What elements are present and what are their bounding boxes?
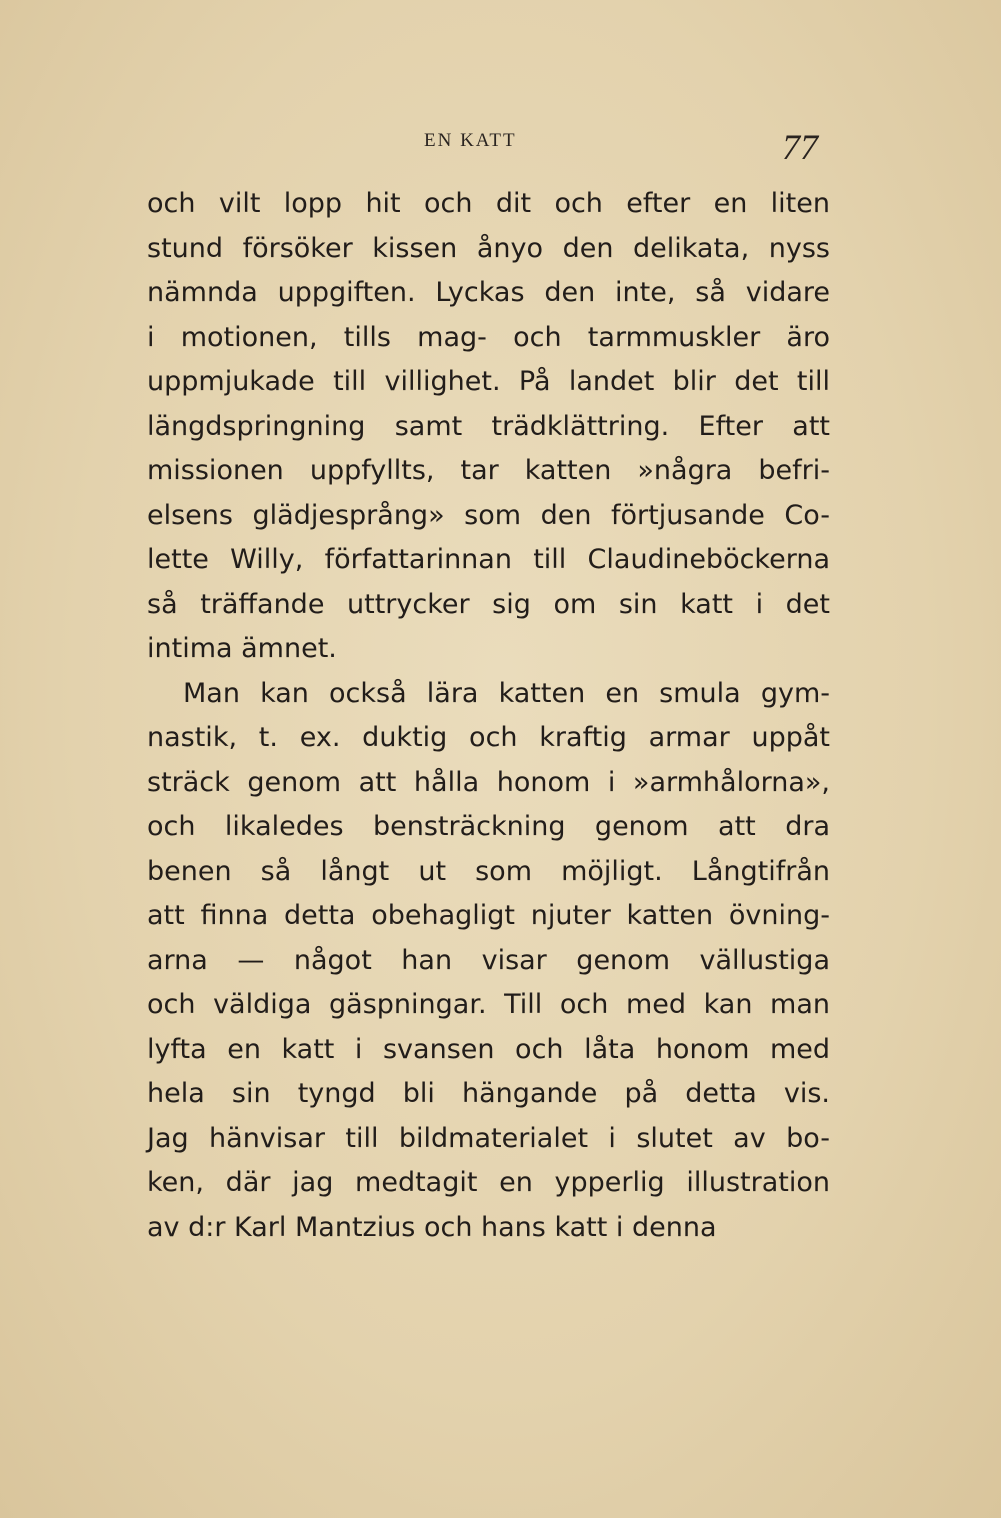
text-line: och vilt lopp hit och dit och efter en liten (147, 188, 830, 219)
page-number: 77 (782, 127, 818, 167)
text-line: elsens glädjesprång» som den förtjusande Co- (147, 499, 830, 531)
text-line: att finna detta obehagligt njuter katten övning- (147, 900, 830, 931)
text-line: av d:r Karl Mantzius och hans katt i denna (147, 1211, 717, 1243)
paragraph-start-line: Man kan också lära katten en smula gym- (183, 677, 830, 709)
running-title: EN KATT (424, 130, 517, 151)
text-line: nastik, t. ex. duktig och kraftig armar uppåt (147, 722, 830, 753)
text-line: längdspringning samt trädklättring. Efter att (147, 410, 830, 442)
text-line: benen så långt ut som möjligt. Långtifrån (147, 855, 830, 887)
text-line: och likaledes bensträckning genom att dra (147, 811, 830, 842)
text-line: Jag hänvisar till bildmaterialet i slutet av bo- (147, 1122, 830, 1154)
text-line: uppmjukade till villighet. På landet blir det till (147, 366, 830, 397)
paragraph-end-line: intima ämnet. (147, 633, 337, 664)
text-line: lette Willy, författarinnan till Claudineböckerna (147, 544, 830, 575)
text-line: arna — något han visar genom vällustiga (147, 944, 830, 976)
text-line: så träffande uttrycker sig om sin katt i det (147, 588, 830, 620)
body-text (147, 182, 830, 1250)
text-line: ken, där jag medtagit en ypperlig illustration (147, 1167, 830, 1198)
text-line: nämnda uppgiften. Lyckas den inte, så vidare (147, 277, 830, 308)
text-line: sträck genom att hålla honom i »armhålorna», (147, 766, 830, 798)
text-line: och väldiga gäspningar. Till och med kan man (147, 989, 830, 1020)
text-line: lyfta en katt i svansen och låta honom med (147, 1033, 830, 1065)
text-line: missionen uppfyllts, tar katten »några befri- (147, 455, 830, 486)
text-line: i motionen, tills mag- och tarmmuskler äro (147, 321, 830, 353)
text-line: stund försöker kissen ånyo den delikata, nyss (147, 232, 830, 264)
text-line: hela sin tyngd bli hängande på detta vis. (147, 1078, 830, 1109)
